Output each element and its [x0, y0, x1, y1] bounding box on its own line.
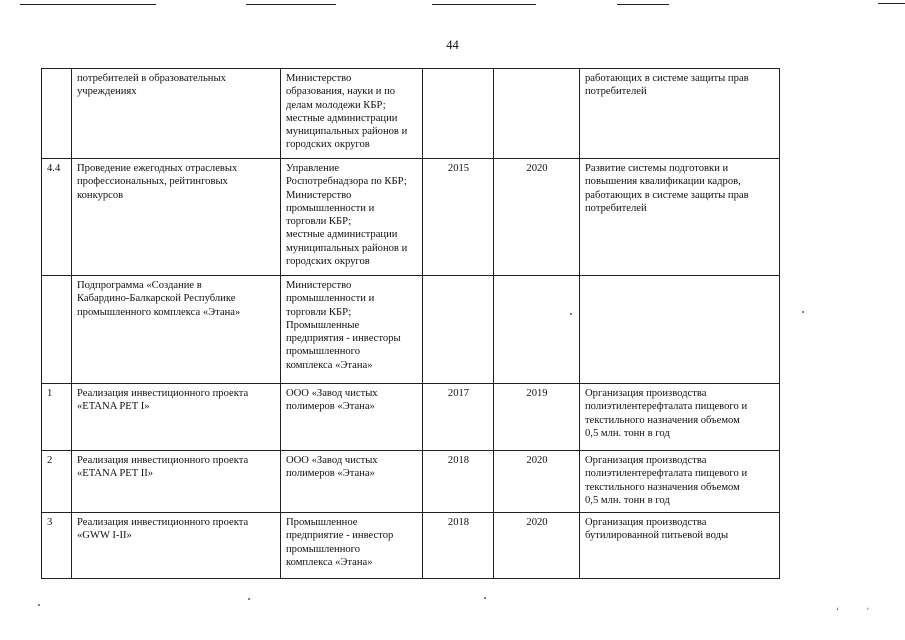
end-year-cell: 2020: [494, 513, 580, 579]
end-year-cell: [494, 69, 580, 159]
event-cell: Проведение ежегодных отраслевых профессиональных, рейтинговых конкурсов: [72, 159, 281, 276]
executor-cell: Промышленное предприятие - инвестор промышленного комплекса «Этана»: [281, 513, 423, 579]
table-row: [42, 159, 780, 276]
event-cell: Реализация инвестиционного проекта «ETANA PET II»: [72, 451, 281, 513]
scan-line: [617, 4, 669, 5]
start-year-cell: 2018: [423, 451, 494, 513]
scan-line: [20, 4, 156, 5]
result-cell: Развитие системы подготовки и повышения квалификации кадров, работающих в системе защиты прав потребителей: [580, 159, 780, 276]
row-number: [42, 69, 72, 159]
row-number: 2: [42, 451, 72, 513]
scan-speck: [248, 598, 250, 600]
scan-mark: ʹ: [867, 606, 869, 616]
executor-cell: ООО «Завод чистых полимеров «Этана»: [281, 384, 423, 451]
end-year-cell: 2019: [494, 384, 580, 451]
event-cell: Реализация инвестиционного проекта «GWW I-II»: [72, 513, 281, 579]
start-year-cell: [423, 276, 494, 384]
table-row: [42, 451, 780, 513]
result-cell: Организация производства полиэтилентерефталата пищевого и текстильного назначения объемом 0,5 млн. тонн в год: [580, 451, 780, 513]
row-number: 1: [42, 384, 72, 451]
scan-line: [432, 4, 536, 5]
table-row: [42, 69, 780, 159]
table-row: [42, 513, 780, 579]
end-year-cell: 2020: [494, 159, 580, 276]
result-cell: Организация производства бутилированной питьевой воды: [580, 513, 780, 579]
result-cell: работающих в системе защиты прав потребителей: [580, 69, 780, 159]
end-year-cell: [494, 276, 580, 384]
table-row: [42, 276, 780, 384]
row-number: 3: [42, 513, 72, 579]
executor-cell: ООО «Завод чистых полимеров «Этана»: [281, 451, 423, 513]
end-year-cell: 2020: [494, 451, 580, 513]
event-cell: Подпрограмма «Создание в Кабардино-Балкарской Республике промышленного комплекса «Этана»: [72, 276, 281, 384]
scan-speck: [38, 604, 40, 606]
result-cell: [580, 276, 780, 384]
page-number: 44: [446, 38, 459, 52]
table-row: [42, 384, 780, 451]
result-cell: Организация производства полиэтилентерефталата пищевого и текстильного назначения объемом 0,5 млн. тонн в год: [580, 384, 780, 451]
start-year-cell: 2015: [423, 159, 494, 276]
event-cell: Реализация инвестиционного проекта «ETANA PET I»: [72, 384, 281, 451]
executor-cell: Министерство образования, науки и по делам молодежи КБР; местные администрации муниципальных районов и городских округов: [281, 69, 423, 159]
scan-line: [878, 3, 905, 4]
row-number: [42, 276, 72, 384]
executor-cell: Министерство промышленности и торговли КБР; Промышленные предприятия - инвесторы промышленного комплекса «Этана»: [281, 276, 423, 384]
start-year-cell: [423, 69, 494, 159]
scan-line: [246, 4, 336, 5]
scan-speck: [484, 597, 486, 599]
start-year-cell: 2018: [423, 513, 494, 579]
scan-speck: [570, 313, 572, 315]
measures-table: [41, 68, 780, 579]
executor-cell: Управление Роспотребнадзора по КБР; Министерство промышленности и торговли КБР; местные администрации муниципальных районов и городских округов: [281, 159, 423, 276]
event-cell: потребителей в образовательных учреждениях: [72, 69, 281, 159]
scan-mark: ʻ: [836, 606, 839, 616]
scan-speck: [802, 311, 804, 313]
start-year-cell: 2017: [423, 384, 494, 451]
row-number: 4.4: [42, 159, 72, 276]
